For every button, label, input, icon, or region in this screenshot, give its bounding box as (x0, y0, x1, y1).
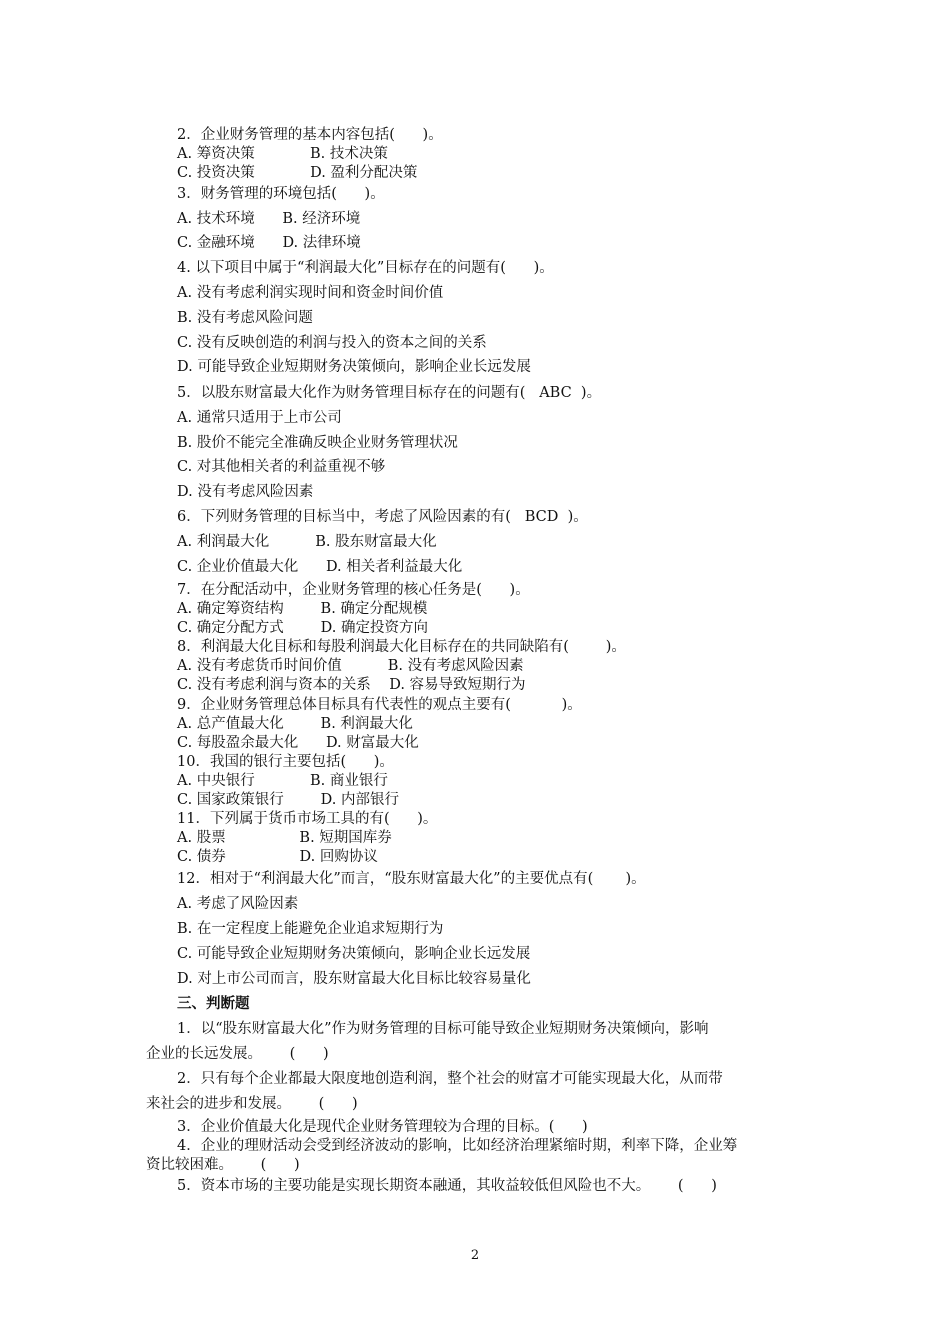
question-3: 3．财务管理的环境包括( )。 (177, 186, 385, 202)
question-9: 9．企业财务管理总体目标具有代表性的观点主要有( )。 (177, 697, 582, 713)
judge-1-line-1: 1．以“股东财富最大化”作为财务管理的目标可能导致企业短期财务决策倾向，影响 (177, 1021, 709, 1037)
question-11-options-cd: C. 债券 D. 回购协议 (177, 849, 378, 865)
question-6-options-ab: A. 利润最大化 B. 股东财富最大化 (177, 534, 437, 550)
question-4-option-a: A. 没有考虑利润实现时间和资金时间价值 (177, 285, 444, 301)
question-12-option-b: B. 在一定程度上能避免企业追求短期行为 (177, 921, 444, 937)
question-11: 11．下列属于货币市场工具的有( )。 (177, 811, 438, 827)
question-9-options-ab: A. 总产值最大化 B. 利润最大化 (177, 716, 413, 732)
question-7: 7．在分配活动中，企业财务管理的核心任务是( )。 (177, 582, 530, 598)
question-5: 5．以股东财富最大化作为财务管理目标存在的问题有( ABC )。 (177, 385, 602, 401)
judge-2-line-1: 2．只有每个企业都最大限度地创造利润，整个社会的财富才可能实现最大化，从而带 (177, 1071, 723, 1087)
judge-4-line-1: 4．企业的理财活动会受到经济波动的影响，比如经济治理紧缩时期，利率下降，企业筹 (177, 1138, 738, 1154)
question-8-options-cd: C. 没有考虑利润与资本的关系 D. 容易导致短期行为 (177, 677, 526, 693)
question-12-option-d: D. 对上市公司而言，股东财富最大化目标比较容易量化 (177, 971, 531, 987)
question-4-option-b: B. 没有考虑风险问题 (177, 310, 313, 326)
question-8-options-ab: A. 没有考虑货币时间价值 B. 没有考虑风险因素 (177, 658, 524, 674)
question-11-options-ab: A. 股票 B. 短期国库券 (177, 830, 392, 846)
question-2-options-cd: C. 投资决策 D. 盈利分配决策 (177, 165, 418, 181)
question-5-option-a: A. 通常只适用于上市公司 (177, 410, 342, 426)
question-10: 10．我国的银行主要包括( )。 (177, 754, 394, 770)
question-7-options-cd: C. 确定分配方式 D. 确定投资方向 (177, 620, 428, 636)
question-4: 4. 以下项目中属于“利润最大化”目标存在的问题有( )。 (177, 260, 554, 276)
question-3-options-cd: C. 金融环境 D. 法律环境 (177, 235, 361, 251)
question-5-option-b: B. 股价不能完全准确反映企业财务管理状况 (177, 435, 458, 451)
question-4-option-d: D. 可能导致企业短期财务决策倾向，影响企业长远发展 (177, 359, 531, 375)
question-8: 8．利润最大化目标和每股利润最大化目标存在的共同缺陷有( )。 (177, 639, 626, 655)
question-5-option-c: C. 对其他相关者的利益重视不够 (177, 459, 386, 475)
question-2-options-ab: A. 筹资决策 B. 技术决策 (177, 146, 388, 162)
question-12-option-a: A. 考虑了风险因素 (177, 896, 299, 912)
question-6-options-cd: C. 企业价值最大化 D. 相关者利益最大化 (177, 559, 463, 575)
judge-5: 5．资本市场的主要功能是实现长期资本融通，其收益较低但风险也不大。 ( ) (177, 1178, 717, 1194)
question-3-options-ab: A. 技术环境 B. 经济环境 (177, 211, 361, 227)
question-10-options-cd: C. 国家政策银行 D. 内部银行 (177, 792, 399, 808)
question-4-option-c: C. 没有反映创造的利润与投入的资本之间的关系 (177, 335, 487, 351)
question-12: 12．相对于“利润最大化”而言，“股东财富最大化”的主要优点有( )。 (177, 871, 646, 887)
question-10-options-ab: A. 中央银行 B. 商业银行 (177, 773, 388, 789)
page-number: 2 (470, 1248, 480, 1263)
judge-4-line-2: 资比较困难。 ( ) (146, 1157, 300, 1173)
question-6: 6．下列财务管理的目标当中，考虑了风险因素的有( BCD )。 (177, 509, 588, 525)
judge-2-line-2: 来社会的进步和发展。 ( ) (146, 1096, 358, 1112)
question-9-options-cd: C. 每股盈余最大化 D. 财富最大化 (177, 735, 419, 751)
judge-1-line-2: 企业的长远发展。 ( ) (146, 1046, 329, 1062)
question-2: 2．企业财务管理的基本内容包括( )。 (177, 127, 443, 143)
question-12-option-c: C. 可能导致企业短期财务决策倾向，影响企业长远发展 (177, 946, 531, 962)
question-7-options-ab: A. 确定筹资结构 B. 确定分配规模 (177, 601, 428, 617)
question-5-option-d: D. 没有考虑风险因素 (177, 484, 314, 500)
judge-3: 3．企业价值最大化是现代企业财务管理较为合理的目标。( ) (177, 1119, 588, 1135)
section-title: 三、判断题 (177, 996, 250, 1012)
